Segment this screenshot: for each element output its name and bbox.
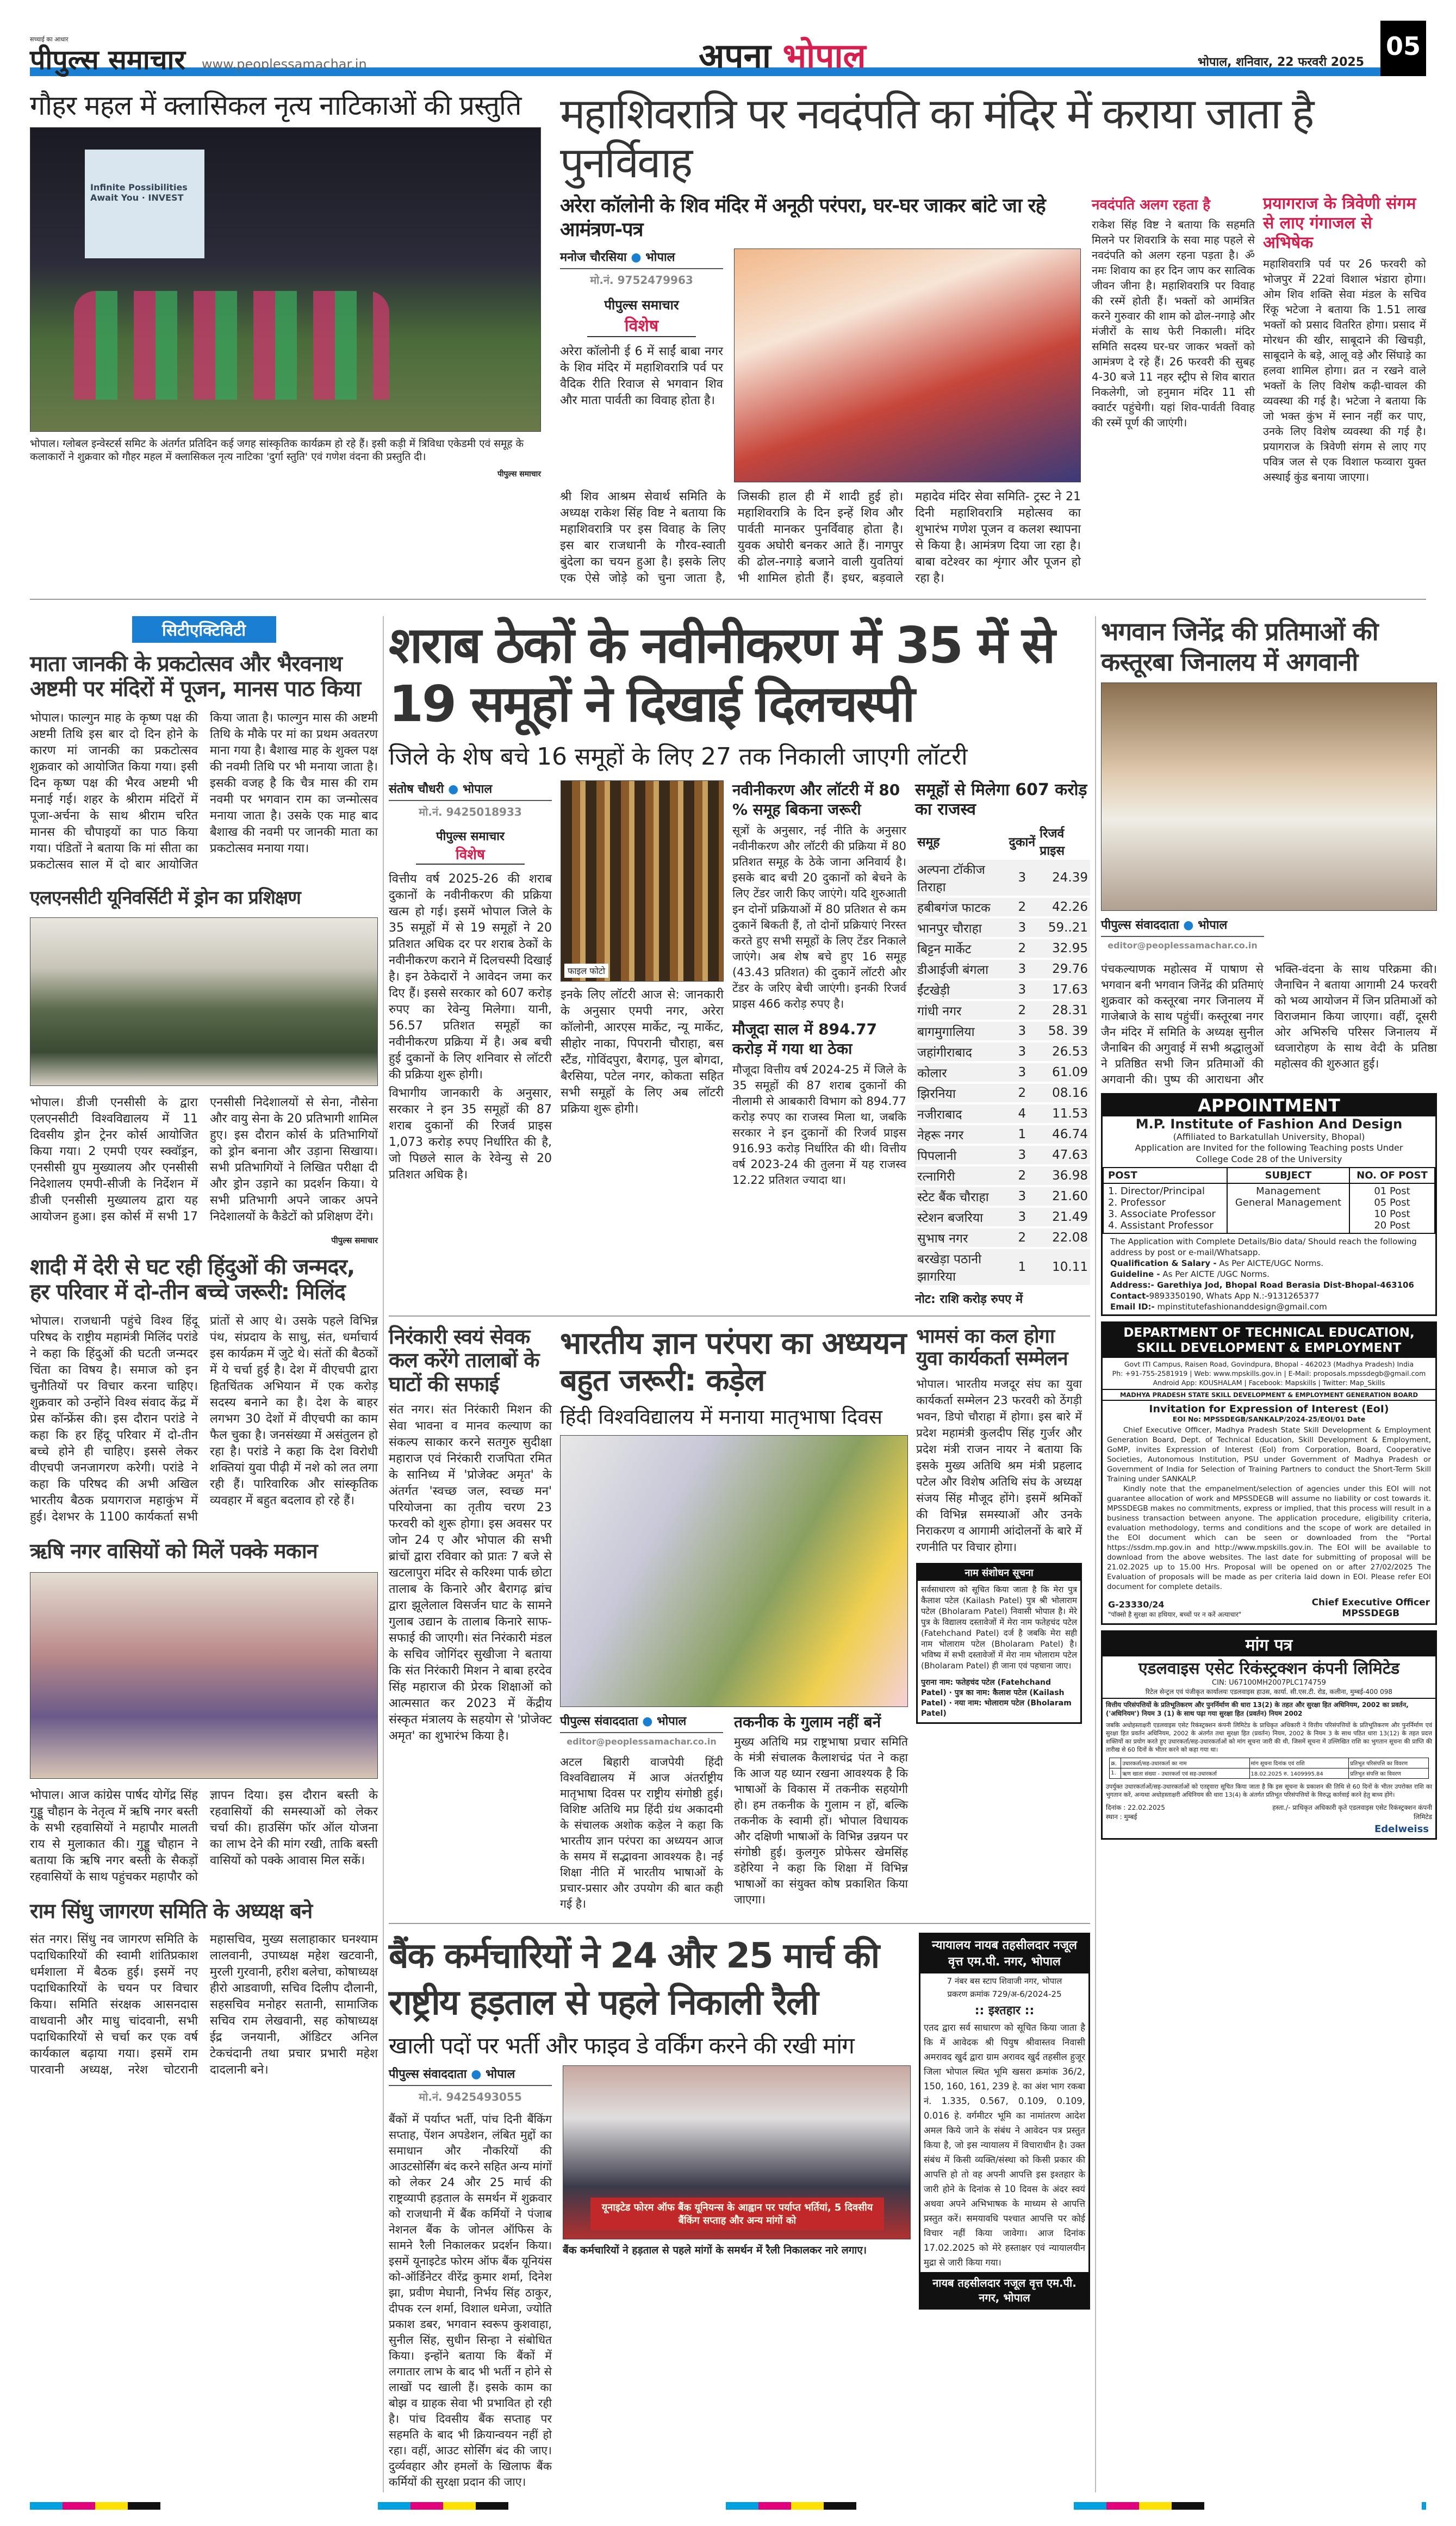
email: editor@peoplessamachar.co.in: [567, 1736, 717, 1747]
date: भोपाल, शनिवार, 22 फरवरी 2025: [1197, 55, 1364, 69]
drone-photo: [30, 917, 378, 1086]
gauhar-article: [30, 90, 541, 479]
shiv-subhead: अरेरा कॉलोनी के शिव मंदिर में अनूठी परंपरा, घर-घर जाकर बांटे जा रहे आमंत्रण-पत्र: [560, 195, 1046, 241]
bank-photo-caption: बैंक कर्मचारियों ने हड़ताल से पहले मांगों के समर्थन में रैली निकालकर नारे लगाए।: [563, 2244, 867, 2256]
table-row: नजीराबाद 4 11.53: [915, 1103, 1090, 1124]
edelweiss-logo: Edelweiss: [1374, 1823, 1429, 1835]
ramsindhu-body: [30, 1932, 378, 2080]
byline: संतोष चौधरी ● भोपाल: [389, 780, 552, 801]
nirankari-body: [389, 1402, 552, 1747]
table-row: हबीबगंज फाटक 2 42.26: [915, 897, 1090, 917]
email: editor@peoplessamachar.co.in: [1107, 940, 1258, 951]
bank-byline-block: [389, 2065, 552, 2109]
gauhar-caption: भोपाल। ग्लोबल इन्वेस्टर्स समिट के अंतर्गत प्रतिदिन कई जगह सांस्कृतिक कार्यक्रम हो रहे हैं। इसी कड़ी में त्रिविधा एकेडमी एवं समूह के कलाकारों ने शुक्रवार को गौहर महल में क्लासिकल नृत्य नाटिका 'दुर्गा स्तुति' एवं गणेश वंदना की प्रस्तुति दी।: [30, 437, 524, 463]
divider: [389, 1923, 1090, 1924]
photo-label: फाइल फोटो: [564, 964, 608, 978]
sangam-article: [1092, 194, 1426, 487]
column-divider: [383, 616, 384, 2492]
nirankari-headline: निरंकारी स्वयं सेवक कल करेंगे तालाबों के घाटों की सफाई: [389, 1324, 539, 1397]
table-row: बरखेड़ा पठानी झागरिया 1 10.11: [915, 1248, 1090, 1286]
sangam-col2: महाशिवरात्रि पर्व पर 26 फरवरी को भोजपुर में 22वां विशाल भंडारा होगा। ओम शिव शक्ति सेवा मंडल के सचिव रिंकू भटेजा ने बताया कि 1.51 लाख भक्तों को प्रसाद वितरित होगा। प्रसाद में मोरधन की खीर, साबूदाने की खिचड़ी, साबूदाने के बड़े, आलू वड़े और सिंघाड़े का हलवा शामिल होगा। व्रत न रखने वाले भक्तों के लिए विशेष कढ़ी-चावल की व्यवस्था की गई है। भटेजा ने बताया कि जो भक्त कुंभ में स्नान नहीं कर पाए, उनके लिए विशेष व्यवस्था की गई है। प्रयागराज के त्रिवेणी संगम से लाए गए पवित्र जल से एक विशाल फव्वारा युक्त अस्थाई कुंड बनाया जाएगा।: [1263, 257, 1426, 484]
janaki-headline: माता जानकी के प्रकटोत्सव और भैरवनाथ अष्टमी पर मंदिरों में पूजन, मानस पाठ किया: [30, 651, 361, 702]
side-heading: तकनीक के गुलाम नहीं बनें: [734, 1712, 881, 1731]
liquor-side-col: नवीनीकरण और लॉटरी में 80 % समूह बिकना जरूरी सूत्रों के अनुसार, नई नीति के अनुसार नवीनीकरण और लॉटरी की प्रक्रिया में 80 प्रतिशत समूह के ठेके जाना अनिवार्य है। इसके बाद बची 20 दुकानों को बेचने के लिए टेंडर जारी किए जाएंगे। यदि शुरुआती इन दोनों प्रक्रियाओं में 80 प्रतिशत से कम दुकानें बिकती हैं, तो दोनों प्रक्रियाएं निरस्त करते हुए सभी समूहों के लिए टेंडर निकाले जाएंगे। अब शेष बचे हुए 16 समूह (43.43 प्रतिशत) की दुकानें लॉटरी और टेंडर के जरिए बेची जाएंगी। इनकी रिजर्व प्राइस 466 करोड़ रुपए है। मौजूदा साल में 894.77 करोड़ में गया था ठेका मौजूदा वित्तीय वर्ष 2024-25 में जिले के 35 समूहों की 87 शराब दुकानों की नीलामी से आबकारी विभाग को 894.77 करोड़ रुपए का राजस्व मिला था, जबकि सरकार ने इन दुकानों की रिजर्व प्राइस 916.93 करोड़ निर्धारित की थी। वित्तीय वर्ष 2023-24 की तुलना में यह राजस्व 12.22 प्रतिशत ज्यादा था।: [732, 780, 906, 1187]
liquor-article: [389, 780, 1090, 1307]
gyan-subhead: हिंदी विश्वविद्यालय में मनाया मातृभाषा दिवस: [560, 1405, 882, 1429]
bhms-article: [916, 1325, 1082, 1724]
table-row: कोलार 3 61.09: [915, 1062, 1090, 1083]
table-row: जहांगीराबाद 3 26.53: [915, 1041, 1090, 1062]
shaadi-body: [30, 1313, 378, 1525]
divider: [389, 1315, 1090, 1317]
gyan-photo: [560, 1435, 908, 1707]
event-screen: Infinite Possibilities Await You · INVEST: [85, 150, 204, 258]
special-badge: पीपुल्स समाचार विशेष: [416, 828, 525, 865]
ad-line: Contact-9893350190, Whats App N.:-9131265377: [1110, 1290, 1320, 1301]
table-row: रत्नागिरी 2 36.98: [915, 1165, 1090, 1186]
paragraph: अटल बिहारी वाजपेयी हिंदी विश्वविद्यालय में आज अंतर्राष्ट्रीय मातृभाषा दिवस पर राष्ट्रीय संगोष्ठी हुई। विशिष्ट अतिथि मप्र हिंदी ग्रंथ अकादमी के संचालक अशोक कड़ेल ने कहा कि भारतीय ज्ञान परंपरा का अध्ययन आज के समय में सद्भावना आवश्यक है। नई शिक्षा नीति में भारतीय भाषाओं के प्रचार-प्रसार और उपयोग की बात कही गई है।: [560, 1755, 723, 1910]
bank-subhead: खाली पदों पर भर्ती और फाइव डे वर्किंग करने की रखी मांग: [389, 2032, 854, 2059]
liquor-subhead: जिले के शेष बचे 16 समूहों के लिए 27 तक निकाली जाएगी लॉटरी: [389, 742, 968, 771]
dancers: [74, 291, 389, 400]
table-row: बिट्टन मार्केट 2 32.95: [915, 938, 1090, 959]
table-row: डीआईजी बंगला 3 29.76: [915, 959, 1090, 979]
drone-headline: एलएनसीटी यूनिवर्सिटी में ड्रोन का प्रशिक्षण: [30, 886, 301, 909]
table-row: बागमुगालिया 3 58. 39: [915, 1021, 1090, 1041]
paragraph: संत नगर। संत निरंकारी मिशन की सेवा भावना व मानव कल्याण का संकल्प साकार करने सतगुरु सुदीक्षा महाराज एवं निरंकारी राजपिता रमित के सानिध्य में 'प्रोजेक्ट अमृत' के अंतर्गत 'स्वच्छ जल, स्वच्छ मन' परियोजना का तृतीय चरण 23 फरवरी को शुरू होगा। इस अवसर पर जोन 24 ए और भोपाल की सभी ब्रांचों द्वारा रविवार को प्रातः 7 बजे से खटलापुरा मंदिर से करिश्मा पार्क छोटा तालाब के किनारे और बैरागढ़ ब्रांच द्वारा झूलेलाल विसर्जन घाट के सामने गुलाब उद्यान के तालाब किनारे साफ-सफाई की जाएगी। संत निरंकारी मंडल के सचिव जोगिंदर सुखीजा ने बताया कि संत निरंकारी मिशन ने बाबा हरदेव सिंह महाराज की प्रेरक शिक्षाओं को आत्मसात कर 2023 में केंद्रीय संस्कृत मंत्रालय के सहयोग से 'प्रोजेक्ट अमृत' का शुभारंभ किया है।: [389, 1402, 552, 1743]
divider: [30, 599, 1426, 600]
gyan-headline: भारतीय ज्ञान परंपरा का अध्ययन बहुत जरूरी: कड़ेल: [560, 1325, 906, 1398]
tech-education-ad: DEPARTMENT OF TECHNICAL EDUCATION, SKILL DEVELOPMENT & EMPLOYMENT Govt ITI Campus, Raisen Road, Govindpura, Bhopal - 462023 (Madhya Pradesh) India Ph: +91-755-2581919 | Web: www.mpskills.gov.in | E-Mail: proposals.mpssdegb@gmail.com Android App: KOUSHALAM | Facebook: Mapskills | Twitter: Map_Skills MADHYA PRADESH STATE SKILL DEVELOPMENT & EMPLOYMENT GENERATION BOARD Invitation for Expression of Interest (EoI) EOI No: MPSSDEGB/SANKALP/2024-25/EOI/01 Date Chief Executive Officer, Madhya Pradesh State Skill Development & Employment Generation Board, Dept. of Technical Education, Skill Development & Employment, GoMP, invites Expression of Interest (EoI) from Corporation, Board, Cooperative Societies, Autonomous Institution, PSU under Government of Madhya Pradesh or Government of India for Selection of Training Partners to conduct the Short-Term Skill Training under SANKALP. Kindly note that the empanelment/selection of agencies under this EOI will not guarantee allocation of work and MPSSDEGB will assume no liability or cost towards it. MPSSDEGB makes no commitments, express or implied, that this process will result in a business transaction between anyone. The application procedure, eligibility criteria, evaluation methodology, terms and conditions and the scope of work are detailed in the EOI document which can be seen or downloaded from the "Portal https://ssdm.mp.gov.in and http://www.mpskills.gov.in. The EOI will be available to download from the above websites. The last date for submitting of proposal will be 21.02.2025 up to 15.00 Hrs. Proposal will be opened on or after 27/02/2025 The Evaluation of proposals will be made as per criteria laid down in EOI. Please refer EOI document for complete details. G-23330/24 "पॉक्सो है सुरक्षा का हथियार, बच्चों पर न करें अत्याचार" Chief Executive Officer MPSSDEGB: [1101, 1321, 1437, 1625]
table-note: नोट: राशि करोड़ रुपए में: [915, 1292, 1023, 1306]
bank-body: बैंकों में पर्याप्त भर्ती, पांच दिनी बैंकिंग सप्ताह, पेंशन अपडेशन, लंबित मुद्दों का समाधान और नौकरियों की आउटसोर्सिंग बंद करने सहित अन्य मांगों को लेकर 24 और 25 मार्च की राष्ट्रव्यापी हड़ताल के समर्थन में शुक्रवार को राजधानी में बैंक कर्मियों ने पंजाब नेशनल बैंक के जोनल ऑफिस के सामने रैली निकालकर प्रदर्शन किया। इसमें यूनाइटेड फोरम ऑफ बैंक यूनियंस को-ऑर्डिनेटर वीरेंद्र कुमार शर्मा, दिनेश झा, प्रवीण मेघानी, निर्भय सिंह ठाकुर, दीपक रत्न शर्मा, विशाल धमेजा, ज्योति प्रकाश डबर, भगवान स्वरूप कुशवाहा, सुनील सिंह, सुधीन सिन्हा ने संबोधित किया। इन्होंने बताया कि बैंकों में लगातार लाभ के बाद भी भर्ती न होने से लाखों पद खाली हैं। इसके काम का बोझ व ग्राहक सेवा भी प्रभावित हो रही है। पांच दिवसीय बैंक सप्ताह पर सहमति के बाद भी क्रियान्वयन नहीं हो रहा। वहीं, आउट सोर्सिंग बंद की जाए। दुर्व्यवहार और हमलों के खिलाफ बैंक कर्मियों की सुरक्षा प्रदान की जाए।: [389, 2112, 552, 2488]
gyan-body: [560, 1754, 723, 1914]
bottom-row: [389, 1933, 1090, 2492]
special-label: विशेष: [456, 846, 485, 863]
rishi-photo: [30, 1572, 378, 1779]
mobile: मो.नं. 9425018933: [419, 805, 522, 818]
liquor-byline-block: [389, 780, 552, 824]
puja-photo: [734, 249, 1081, 482]
table-row: नेहरू नगर 1 46.74: [915, 1124, 1090, 1145]
table-row: अल्पना टॉकीज तिराहा 3 24.39: [915, 860, 1090, 897]
table-row: गांधी नगर 2 28.31: [915, 1000, 1090, 1021]
mobile: मो.नं. 9752479963: [590, 274, 693, 287]
color-registration-bar: [30, 2502, 1426, 2510]
ad-line: Address:- Garethiya Jod, Bhopal Road Berasia Dist-Bhopal-463106: [1110, 1280, 1414, 1290]
rally-banner: यूनाइटेड फोरम ऑफ बैंक यूनियन्स के आह्वान पर पर्याप्त भर्तियां, 5 दिवसीय बैंकिंग सप्ताह और अन्य मांगों को: [590, 2198, 884, 2230]
liquor-body-col2: इनके लिए लॉटरी आज से: जानकारी के अनुसार एमपी नगर, अरेरा कॉलोनी, आरएस मार्केट, न्यू मार्केट, सीहोर नाका, पिपरानी चौराहा, बस स्टैंड, गोविंदपुरा, बैरागढ़, पुल बोगदा, बैरसिया, पटेल नगर, कोकता सहित सभी समूहों के लिए अब लॉटरी प्रक्रिया शुरू होगी।: [561, 988, 724, 1116]
drone-credit: पीपुल्स समाचार: [331, 1235, 378, 1245]
bank-article: [389, 1933, 911, 2492]
bhms-body: [916, 1376, 1082, 1557]
ad-line: Email ID:- mpinstitutefashionanddesign@gmail.com: [1110, 1301, 1327, 1312]
table-row: सुभाष नगर 2 22.08: [915, 1227, 1090, 1248]
liquor-body-col1: वित्तीय वर्ष 2025-26 की शराब दुकानों के नवीनीकरण की प्रक्रिया खत्म हो गई। इसमें भोपाल जिले के 35 समूहों में से 19 समूहों ने 20 प्रतिशत अधिक दर पर शराब ठेकों के नवीनीकरण कराने में दिलचस्पी दिखाई है। इन ठेकेदारों ने आवेदन जमा कर दिए हैं। इससे सरकार को 607 करोड़ रुपए का रेवेन्यु मिलेगा। यानी, 56.57 प्रतिशत समूहों का नवीनीकरण प्रक्रिया में है। अब बची हुई दुकानों के लिए शनिवार से लॉटरी की प्रक्रिया शुरू होगी। विभागीय जानकारी के अनुसार, सरकार ने इन 35 समूहों की 87 शराब दुकानों की रिजर्व प्राइस 1,073 करोड़ रुपए निर्धारित की है, जो पिछले साल के रेवेन्यु से 20 प्रतिशत अधिक है।: [389, 872, 552, 1182]
appointment-ad: APPOINTMENT M.P. Institute of Fashion And Design (Affiliated to Barkatullah University, Bhopal) Application are Invited for the following Teaching posts Under College Code 28 of the University POST SUBJECT NO. OF POST 1. Director/Principal 2. Professor 3. Associate Professor 4. Assistant Professor Management General Management 01 Post 05 Post 10 Post 20 Post The Application with Complete Details/Bio data/ Should reach the following address by post or e-mail/Whatsapp. Qualification & Salary - As Per AICTE/UGC Norms. Guideline - As Per AICTE /UGC Norms. Address:- Garethiya Jod, Bhopal Road Berasia Dist-Bhopal-463106 Contact-9893350190, Whats App N.:-9131265377 Email ID:- mpinstitutefashionanddesign@gmail.com: [1101, 1093, 1437, 1316]
column-divider: [1095, 616, 1096, 2492]
tehsildar-notice: न्यायालय नायब तहसीलदार नजूल वृत्त एम.पी. नगर, भोपाल 7 नंबर बस स्टाप शिवाजी नगर, भोपाल प्रकरण क्रमांक 729/अ-6/2024-25 :: इश्तहार :: एतद द्वारा सर्व साधारण को सूचित किया जाता है कि में आवेदक श्री पियुष श्रीवास्तव निवासी अमरावद खुर्द द्वारा ग्राम अरावद खुर्द तहसील हुजूर जिला भोपाल स्थित भूमि खसरा क्रमांक 36/2, 150, 160, 161, 239 हे. का अंश भाग रकबा नं. 1.335, 0.567, 0.109, 0.109, 0.016 हे. वर्गमीटर भूमि का नामांतरण आदेश अमल किये जाने के संबंध ने आवेदन पत्र प्रस्तुत किया है, जो इस न्यायालय में विचाराधीन है। उक्त संबंध में किसी व्यक्ति/संस्था को किसी प्रकार की आपत्ति हो तो वह अपनी आपत्ति इस इश्तहार के जारी होने के दिनांक से 10 दिवस के अंदर स्वयं अथवा अपने अभिभाषक के माध्यम से आपत्ति प्रस्तुत करें। समयावधि पश्चात आपत्ति पर कोई विचार नहीं किया जावेगा। आज दिनांक 17.02.2025 को मेरे हस्ताक्षर एवं न्यायालयीन मुद्रा से जारी किया गया। नायब तहसीलदार नजूल वृत्त एम.पी. नगर, भोपाल: [919, 1933, 1090, 2310]
gyan-side: तकनीक के गुलाम नहीं बनें मुख्य अतिथि मप्र राष्ट्रभाषा प्रचार समिति के मंत्री संचालक कैलाशचंद्र पंत ने कहा कि आज यह ध्यान रखना आवश्यक है कि भाषाओं के विकास में तकनीक सहयोगी हो। हम तकनीक के गुलाम न हों, बल्कि तकनीक के स्वामी हों। भोपाल विधायक और दक्षिणी भाषाओं के विभिन्न उन्नयन पर संगोष्ठी हुई। कुलगुरु प्रोफेसर खेमसिंह डहेरिया ने कहा कि शिक्षा में विभिन्न भाषाओं का संयुक्त कोष प्रकाशित किया जाएगा।: [734, 1712, 908, 1906]
paragraph: श्री शिव आश्रम सेवार्थ समिति के अध्यक्ष राकेश सिंह विष्ट ने बताया कि महाशिवरात्रि पर इस विवाह के लिए इस बार राजधानी के गौरव-स्वाती बुंदेला का चयन हुआ है। इसके लिए एक ऐसे जोड़े को चुना जाता है, जिसकी हाल ही में शादी हुई हो। महाशिवरात्रि के दिन इन्हें शिव और पार्वती मानकर पुनर्विवाह होता है। युवक अघोरी बनकर आते हैं। नागपुर की ढोल-नगाड़े बजाने वाली युवतियां भी शामिल होती हैं। इधर, बड़वाले महादेव मंदिर सेवा समिति- ट्रस्ट ने 21 दिनी महाशिवरात्रि महोत्सव का शुभारंभ गणेश पूजन व कलश स्थापना से किया है। आमंत्रण दिया जा रहा है। बाबा वटेश्वर का शृंगार और पूजन हो रहा है।: [560, 490, 1081, 586]
page-number: 05: [1380, 21, 1426, 76]
paragraph: संत नगर। सिंधु नव जागरण समिति के पदाधिकारियों की स्वामी शांतिप्रकाश धर्मशाला में बैठक हुई। इसमें नए पदाधिकारियों के चयन पर विचार किया। समिति संरक्षक आसनदास वाधवानी और माधु चांदवानी, सभी पदाधिकारियों से चर्चा कर एक वर्ष कार्यकाल बढ़ाया गया। इसमें राम पारवानी अध्यक्ष, नरेश चोटरानी महासचिव, मुख्य सलाहाकार घनश्याम लालवानी, उपाध्यक्ष महेश खटवानी, मुरली गुरवानी, हरीश बलेचा, कोषाध्यक्ष हीरो आडवाणी, सचिव दिलीप दौलानी, सहसचिव मनोहर सतानी, सामाजिक सचिव राम लेखवानी, सह कोषाध्यक्ष ईद्र जनयानी, ऑडिटर अनिल टेकचंदानी तथा प्रचार प्रभारी महेश दादलानी बने।: [30, 1933, 378, 2077]
logo: पीपुल्स समाचार: [30, 44, 185, 76]
bank-headline: बैंक कर्मचारियों ने 24 और 25 मार्च की राष्ट्रीय हड़ताल से पहले निकाली रैली: [389, 1935, 879, 2023]
ramsindhu-headline: राम सिंधु जागरण समिति के अध्यक्ष बने: [30, 1898, 313, 1923]
main-band: [30, 616, 1437, 2492]
center-column: [389, 616, 1090, 2492]
byline: पीपुल्स संवाददाता ● भोपाल: [389, 2065, 552, 2086]
ad-line: Qualification & Salary - As Per AICTE/UGC Norms.: [1110, 1258, 1324, 1268]
table-row: ईंटखेड़ी 3 17.63: [915, 979, 1090, 1000]
liquor-shop-photo: [561, 780, 724, 982]
table-row: स्टेशन बजरिया 3 21.49: [915, 1207, 1090, 1227]
shiv-body: [560, 489, 1081, 587]
name-change-notice: नाम संशोधन सूचना सर्वसाधारण को सूचित किया जाता है कि मेरा पुत्र कैलाश पटेल (Kailash Patel) पुत्र श्री भोलाराम पटेल (Bholaram Patel) निवासी भोपाल है। मेरे पुत्र के विद्यालय दस्तावेजों में मेरा नाम फतेहचंद पटेल (Fatehchand Patel) दर्ज है जबकि मेरा सही नाम भोलाराम पटेल (Bholaram Patel) है। भविष्य में सभी दस्तावेजों में मेरा नाम भोलाराम पटेल (Bholaram Patel) ही जाना एवं पहचाना जाए। पुराना नाम: फतेहचंद पटेल (Fatehchand Patel) · पुत्र का नाम: कैलाश पटेल (Kailash Patel) · नया नाम: भोलाराम पटेल (Bholaram Patel): [916, 1563, 1082, 1724]
liquor-headline: शराब ठेकों के नवीनीकरण में 35 में से 19 समूहों ने दिखाई दिलचस्पी: [389, 616, 1054, 733]
mobile: मो.नं. 9425493055: [419, 2090, 522, 2103]
left-column: [30, 616, 378, 2492]
paragraph: भोपाल। भारतीय मजदूर संघ का युवा कार्यकर्ता सम्मेलन 23 फरवरी को ठेंगड़ी भवन, डिपो चौराहा में होगा। इस बारे में प्रदेश महामंत्री कुलदीप सिंह गुर्जर और प्रदेश मंत्री राजन नायर ने बताया कि इसके मुख्य अतिथि श्रम मंत्री प्रहलाद पटेल और विशेष अतिथि संघ के अध्यक्ष संजय सिंह मौजूद होंगे। इसमें श्रमिकों की विभिन्न समस्याओं और उनके निराकरण व आगामी आंदोलनों के बारे में रणनीति पर विचार होगा।: [916, 1377, 1082, 1554]
bank-rally-photo: [563, 2065, 911, 2239]
jinendra-photo: [1101, 682, 1437, 911]
rishi-headline: ऋषि नगर वासियों को मिलें पक्के मकान: [30, 1538, 318, 1563]
table-row: पिपलानी 3 47.63: [915, 1145, 1090, 1165]
jinendra-byline-block: [1101, 916, 1264, 956]
tagline: सच्चाई का आधार: [30, 36, 69, 43]
side-heading: नवीनीकरण और लॉटरी में 80 % समूह बिकना जरूरी: [732, 780, 900, 818]
drone-body: [30, 1095, 378, 1226]
gauhar-headline: गौहर महल में क्लासिकल नृत्य नाटिकाओं की प्रस्तुति: [30, 90, 521, 121]
nirankari-article: [389, 1325, 552, 1747]
jinendra-headline: भगवान जिनेंद्र की प्रतिमाओं की कस्तूरबा जिनालय में अगवानी: [1101, 616, 1378, 677]
sangam-headline: प्रयागराज के त्रिवेणी संगम से लाए गंगाजल से अभिषेक: [1263, 194, 1416, 253]
special-badge: पीपुल्स समाचार विशेष: [587, 296, 696, 337]
paragraph: भोपाल। फाल्गुन माह के कृष्ण पक्ष की अष्टमी तिथि इस बार दो दिन होने के कारण मां जानकी का प्रकटोत्सव शुक्रवार को आयोजित किया गया। इसी दिन कृष्ण पक्ष की भैरव अष्टमी भी मनाई गई। शहर के श्रीराम मंदिरों में पूजा-अर्चना के साथ श्रीराम चरित मानस की चौपाइयों का पाठ किया गया। पंडितों ने बताया कि मां सीता का प्रकटोत्सव साल में दो बार आयोजित किया जाता है। फाल्गुन मास की अष्टमी तिथि के मौके पर मां का प्रथम अवतरण माना गया है। बैशाख माह के शुक्ल पक्ष की नवमी तिथि पर भी मनाया जाता है। इसकी वजह है कि चैत्र मास की राम नवमी पर भगवान राम का जन्मोत्सव मनाया जाता है। उसके एक माह बाद बैशाख की नवमी पर जानकी माता का प्रकटोत्सव मनाया गया।: [30, 711, 378, 872]
janaki-body: [30, 710, 378, 873]
section-title: अपना भोपाल: [698, 36, 866, 76]
top-band: [30, 90, 1426, 588]
edelweiss-table: क्र. उधारकर्ता/सह-उधारकर्ता का नाम मांग सूचना दिनांक एवं राशि प्रतिभूत परिसंपत्ति का विवरण 1. ऋण खाता संख्या - उधारकर्ता एवं सह-उधारकर्ता 18.02.2025 रु. 1409995.84 प्रतिभूत संपत्ति का विवरण: [1109, 1758, 1429, 1779]
bhms-headline: भामसं का कल होगा युवा कार्यकर्ता सम्मेलन: [916, 1325, 1068, 1370]
sangam-subhead: नवदंपति अलग रहता है: [1092, 197, 1211, 214]
side-heading: मौजूदा साल में 894.77 करोड़ में गया था ठेका: [732, 1020, 878, 1058]
ad-line: Guideline - As Per AICTE /UGC Norms.: [1110, 1269, 1270, 1279]
paragraph: भोपाल। राजधानी पहुंचे विश्व हिंदू परिषद के राष्ट्रीय महामंत्री मिलिंद परांडे ने कहा कि हिंदुओं की घटती जन्मदर चिंता का विषय है। समाज को इन चुनौतियों पर विचार करना चाहिए। शुक्रवार को उन्होंने विश्व संवाद केंद्र में प्रेस कॉन्फ्रेंस की। इस दौरान परांडे ने कहा कि हर हिंदू परिवार में दो-तीन बच्चे होने ही चाहिए। इससे लेकर वीएचपी जनजागरण करेगी। परांडे ने कहा कि परिषद की अभी अखिल भारतीय बैठक प्रयागराज महाकुंभ में हुई। देशभर के 1100 कार्यकर्ता सभी प्रांतों से आए थे। उसके पहले विभिन्न पंथ, संप्रदाय के साधु, संत, धर्माचार्य इस कार्यक्रम में जुटे थे। संतों की बैठकों में ये चर्चा हुई है। देश में वीएचपी द्वारा हितचिंतक अभियान में एक करोड़ सदस्य बनाने का है। देश के बाहर लगभग 30 देशों में वीएचपी का काम फैल चुका है। जनसंख्या में असंतुलन हो रहा है। परांडे ने कहा कि देश विरोधी शक्तियां युवा पीढ़ी में नशे को लत लगा रही हैं। पारिवारिक और सांस्कृतिक व्यवहार में बहुत बदलाव हो रहे हैं।: [30, 1314, 378, 1524]
jinendra-body: पंचकल्याणक महोत्सव में पाषाण से भगवान बनी भगवान जिनेंद्र की प्रतिमाएं शुक्रवार को कस्तूरबा नगर जिनालय में गाजेबाजे के साथ पहुंचीं। कस्तूरबा नगर जैन मंदिर में समिति के अध्यक्ष सुनील जैनाबिन की अगुवाई में सभी श्रद्धालुओं ने प्रतिष्ठित सभी जिन प्रतिमाओं की अगवानी की। पुष्प की आराधना और भक्ति-वंदना के साथ परिक्रमा की। जैनाचिन ने बताया आगामी 24 फरवरी को भव्य आयोजन में जिन प्रतिमाओं को विराजमान किया जाएगा। वहीं, दूसरी ओर अभिरुचि परिसर जिनालय में ध्वजारोहण के साथ वेदी के प्रतिष्ठा महोत्सव की शुरुआत हुई।: [1101, 962, 1437, 1086]
table-row: स्टेट बैंक चौराहा 3 21.60: [915, 1186, 1090, 1207]
byline: पीपुल्स संवाददाता ● भोपाल: [560, 1712, 723, 1733]
special-label: विशेष: [624, 316, 659, 336]
shiv-byline-block: [560, 249, 723, 293]
revenue-table-box: [915, 780, 1090, 1307]
masthead: [30, 21, 1426, 76]
gyan-article: [560, 1325, 908, 1914]
paragraph: अरेरा कॉलोनी ई 6 में साईं बाबा नगर के शिव मंदिर में महाशिवरात्रि पर्व पर वैदिक रीति रिवाज से भगवान शिव और माता पार्वती का विवाह होता है।: [560, 345, 723, 408]
byline: पीपुल्स संवाददाता ● भोपाल: [1101, 916, 1264, 937]
shiv-article: [560, 90, 1426, 588]
paragraph: भोपाल। आज कांग्रेस पार्षद योगेंद्र सिंह गुड्डू चौहान के नेतृत्व में ऋषि नगर बस्ती के सभी रहवासियों ने महापौर मालती राय से मुलाकात की। गुड्डू चौहान ने बताया कि ऋषि नगर बस्ती के सैकड़ों रहवासियों के साथ पहुंचकर महापौर को ज्ञापन दिया। इस दौरान बस्ती के रहवासियों की समस्याओं को लेकर चर्चा की। हाउसिंग फॉर ऑल योजना का लाभ देने की मांग रखी, ताकि बस्ती वासियों को पक्के आवास मिल सकें।: [30, 1788, 378, 1884]
mid-row: [389, 1325, 1090, 1914]
table-row: झिरनिया 2 08.16: [915, 1083, 1090, 1103]
gyan-byline-block: [560, 1712, 723, 1752]
city-activity-label: सिटीएक्टिविटी: [132, 616, 276, 643]
logo-block: [30, 36, 185, 76]
revenue-table: समूह दुकानें रिजर्व प्राइस अल्पना टॉकीज तिराहा 3 24.39 हबीबगंज फाटक 2 42.26 भानपुर चौराहा 3 59..21 बिट्टन मार्केट 2 32.95 डीआईजी बंगला 3 29.76 ईंटखेड़ी 3 17.63 गांधी नगर 2 28.31 बागमुगालिया 3 58. 39 जहांगीराबाद 3 26.53 कोलार 3 61.09 झिरनिया 2 08.16 नजीराबाद 4 11.53 नेहरू नगर 1 46.74 पिपलानी 3 47.63 रत्नागिरी 2 36.98 स्टेट बैंक चौराहा 3 21.60 स्टेशन बजरिया 3 21.49 सुभाष नगर 2 22.08 बरखेड़ा पठानी झागरिया 1 10.11: [915, 823, 1090, 1287]
shaadi-headline: शादी में देरी से घट रही हिंदुओं की जन्मदर, हर परिवार में दो-तीन बच्चे जरूरी: मिलिंद: [30, 1254, 355, 1305]
table-title: समूहों से मिलेगा 607 करोड़ का राजस्व: [915, 780, 1087, 819]
gauhar-credit: पीपुल्स समाचार: [497, 469, 541, 479]
paragraph: भोपाल। डीजी एनसीसी के द्वारा एलएनसीटी विश्वविद्यालय में 11 दिवसीय ड्रोन ट्रेनर कोर्स आयोजित किया गया। 2 एमपी एयर स्क्वॉड्रन, एनसीसी ग्रुप मुख्यालय और एनसीसी निदेशालय एमपी-सीजी के निर्देशन में डीजी एनसीसी मुख्यालय द्वारा यह आयोजन हुआ। इस कोर्स में सभी 17 एनसीसी निदेशालयों से सेना, नौसेना और वायु सेना के 20 प्रतिभागी शामिल हुए। इस दौरान कोर्स के प्रतिभागियों को ड्रोन बनाना और उड़ाना सिखाया। सभी प्रतिभागियों ने लिखित परीक्षा दी और ड्रोन उड़ाने का प्रदर्शन किया। ये सभी प्रतिभागी अपने जाकर अपने निदेशालयों के कैडेटों को प्रशिक्षण देंगे।: [30, 1095, 378, 1224]
dance-photo: [30, 127, 541, 432]
byline: मनोज चौरसिया ● भोपाल: [560, 249, 723, 269]
website: www.peoplessamachar.in: [201, 57, 367, 72]
sangam-col1: राकेश सिंह विष्ट ने बताया कि सहमति मिलने पर शिवरात्रि के सवा माह पहले से नवदंपति को अलग रहना पड़ता है। ॐ नमः शिवाय का हर दिन जाप कर सात्विक जीवन जीना है। महाशिवरात्रि पर विवाह की रस्में होती हैं। भक्तों को आमंत्रित करने गुरुवार की शाम को ढोल-नगाड़े और मंजीरों के साथ फेरी निकाली। मंदिर समिति सदस्य घर-घर जाकर भक्तों को आमंत्रण दे रहे हैं। 26 फरवरी की सुबह 4-30 बजे 11 नहर स्ट्रीप से शिव बारात निकलेगी, जो हनुमान मंदिर 11 सी क्वार्टर पहुंचेगी। यहां शिव-पार्वती विवाह की रस्में पूर्ण की जाएंगी।: [1092, 218, 1255, 430]
posts-table: POST SUBJECT NO. OF POST 1. Director/Principal 2. Professor 3. Associate Professor 4. Assistant Professor Management General Management 01 Post 05 Post 10 Post 20 Post: [1103, 1167, 1435, 1234]
right-column: [1101, 616, 1437, 2492]
shiv-headline: महाशिवरात्रि पर नवदंपति का मंदिर में कराया जाता है पुनर्विवाह: [560, 90, 1313, 188]
rishi-body: [30, 1788, 378, 1885]
table-row: भानपुर चौराहा 3 59..21: [915, 917, 1090, 938]
edelweiss-demand-notice: मांग पत्र एडलवाइस एसेट रिकंस्ट्रक्शन कंपनी लिमिटेड CIN: U67100MH2007PLC174759 रिटेल सेन्ट्रल एवं पंजीकृत कार्यालयः एडलवाइस हाउस, कार्या. सी.एस.टी. रोड, कलीना, मुम्बई-400 098 वित्तीय परिसंपत्तियों के प्रतिभूतिकरण और पुनर्निर्माण की धारा 13(2) के तहत और सुरक्षा हित अधिनियम, 2002 का प्रवर्तन, ('अधिनियम') नियम 3 (1) के साथ पढ़ा गया सुरक्षा हित (प्रवर्तन) नियम 2002 जबकि अधोहस्ताक्षरी एडलवाइस एसेट रिकंस्ट्रक्शन कंपनी लिमिटेड के प्राधिकृत अधिकारी ने वित्तीय परिसंपत्तियों के प्रतिभूतिकरण और पुनर्निर्माण एवं सुरक्षा हित प्रवर्तन अधिनियम, 2002 के अंतर्गत तथा सुरक्षा हित (प्रवर्तन) नियम, 2002 के नियम 3 के साथ पठित धारा 13(12) के तहत प्रदत्त शक्तियों का प्रयोग करते हुए उधारकर्ता/सह-उधारकर्ताओं को मांग सूचना जारी की थी, जिसमें सूचना में उल्लिखित राशि का भुगतान सूचना की प्राप्ति की तारीख से 60 दिनों के भीतर करने को कहा गया था। क्र. उधारकर्ता/सह-उधारकर्ता का नाम मांग सूचना दिनांक एवं राशि प्रतिभूत परिसंपत्ति का विवरण 1. ऋण खाता संख्या - उधारकर्ता एवं सह-उधारकर्ता 18.02.2025 रु. 1409995.84 प्रतिभूत संपत्ति का विवरण उपर्युक्त उधारकर्ताओं/सह-उधारकर्ताओं को एतद्द्वारा सूचित किया जाता है कि इस सूचना के प्रकाशन की तिथि से 60 दिनों के भीतर उपरोक्त राशि का भुगतान करें, अन्यथा अधोहस्ताक्षरी अधिनियम की धारा 13(4) के अंतर्गत प्रतिभूत परिसंपत्तियों के विरुद्ध कार्रवाई करने हेतु बाध्य होंगे। दिनांक : 22.02.2025 स्थान : मुम्बई हस्ता./- प्राधिकृत अधिकारी कृते एडलवाइस एसेट रिकंस्ट्रक्शन कंपनी लिमिटेड Edelweiss: [1101, 1630, 1437, 1840]
